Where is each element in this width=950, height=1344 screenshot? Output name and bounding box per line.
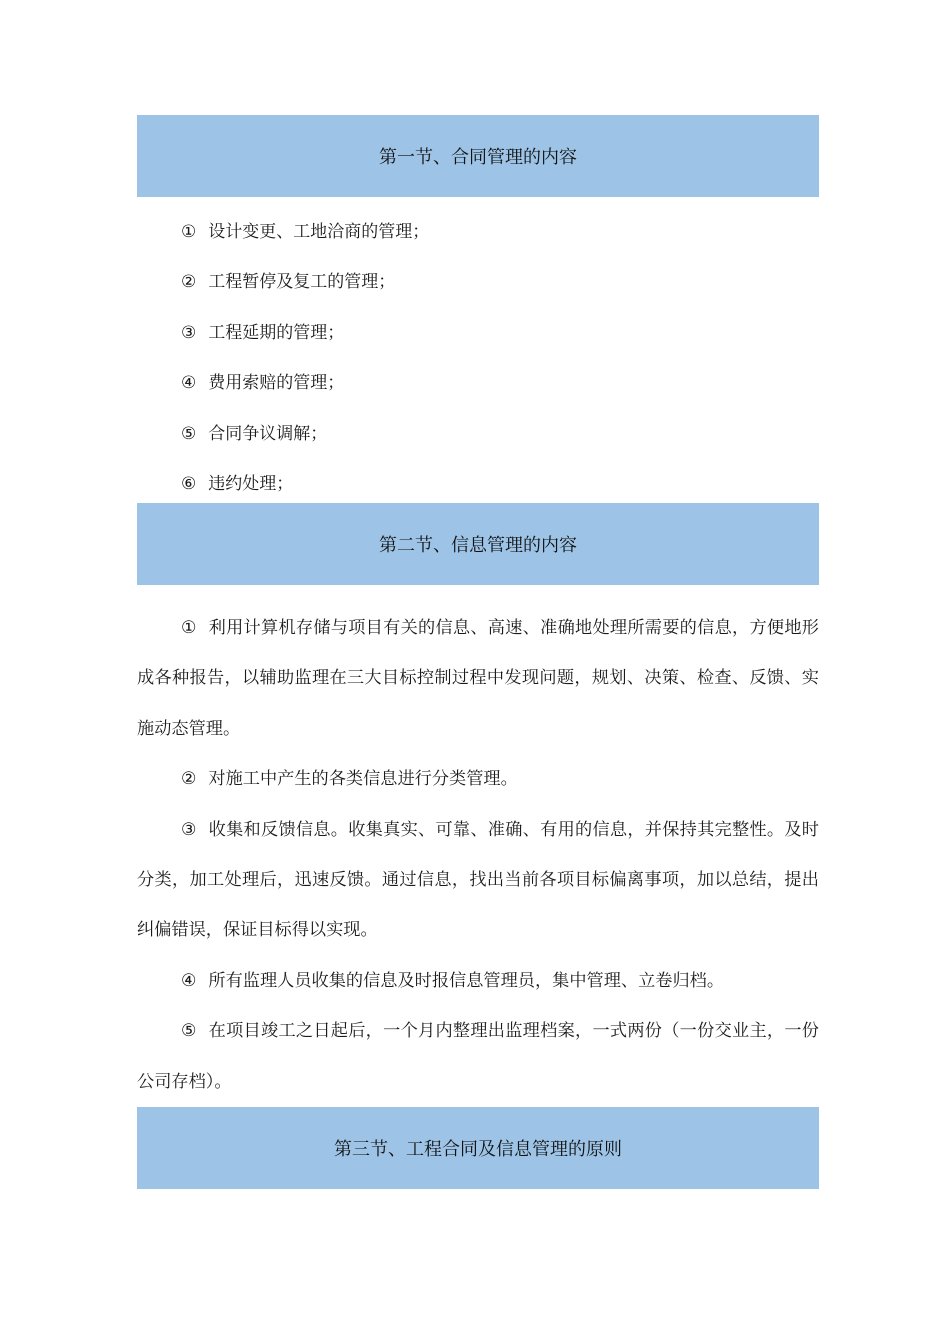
list-item <box>137 318 819 368</box>
item-number: ② <box>181 769 197 790</box>
section-2-title: 第二节、信息管理的内容 <box>379 534 577 556</box>
section-1-title: 第一节、合同管理的内容 <box>379 147 577 168</box>
item-number: ③ <box>181 322 197 343</box>
section-2-list <box>137 585 819 1107</box>
item-text: 设计变更、工地洽商的管理； <box>208 222 430 242</box>
paragraph <box>137 805 819 956</box>
item-number: ② <box>181 272 197 293</box>
item-text: 违约处理； <box>208 473 294 494</box>
list-item <box>137 217 819 267</box>
item-text: 工程延期的管理； <box>208 322 345 343</box>
item-number: ⑥ <box>181 473 197 494</box>
item-text: 费用索赔的管理； <box>208 373 345 394</box>
item-number: ④ <box>181 373 197 394</box>
item-number: ⑤ <box>181 423 197 444</box>
item-text: 工程暂停及复工的管理； <box>208 272 396 293</box>
item-text: 利用计算机存储与项目有关的信息、高速、准确地处理所需要的信息，方便地形成各种报告，以辅助监理在三大目标控制过程中发现问题，规划、决策、检查、反馈、实施动态管理。 <box>137 617 819 739</box>
list-item <box>137 267 819 317</box>
paragraph <box>137 603 819 754</box>
paragraph <box>137 956 819 1006</box>
document-page <box>137 115 819 1189</box>
paragraph <box>137 1006 819 1107</box>
section-1-banner <box>137 115 819 197</box>
item-number: ① <box>181 617 197 638</box>
item-text: 在项目竣工之日起后，一个月内整理出监理档案，一式两份（一份交业主，一份公司存档）。 <box>137 1021 819 1092</box>
section-2-banner <box>137 503 819 585</box>
item-text: 合同争议调解； <box>208 423 328 444</box>
item-number: ⑤ <box>181 1021 197 1042</box>
section-3-title: 第三节、工程合同及信息管理的原则 <box>334 1139 622 1161</box>
item-number: ④ <box>181 970 197 991</box>
item-text: 对施工中产生的各类信息进行分类管理。 <box>208 769 518 790</box>
list-item <box>137 469 819 503</box>
list-item <box>137 419 819 469</box>
list-item <box>137 368 819 418</box>
section-3-banner <box>137 1107 819 1189</box>
paragraph <box>137 754 819 804</box>
item-text: 所有监理人员收集的信息及时报信息管理员，集中管理、立卷归档。 <box>208 970 725 991</box>
item-number: ① <box>181 222 197 242</box>
item-text: 收集和反馈信息。收集真实、可靠、准确、有用的信息，并保持其完整性。及时分类，加工处理后，迅速反馈。通过信息，找出当前各项目标偏离事项，加以总结，提出纠偏错误，保证目标得以实现。 <box>137 819 819 941</box>
item-number: ③ <box>181 819 197 840</box>
section-1-list <box>137 197 819 503</box>
